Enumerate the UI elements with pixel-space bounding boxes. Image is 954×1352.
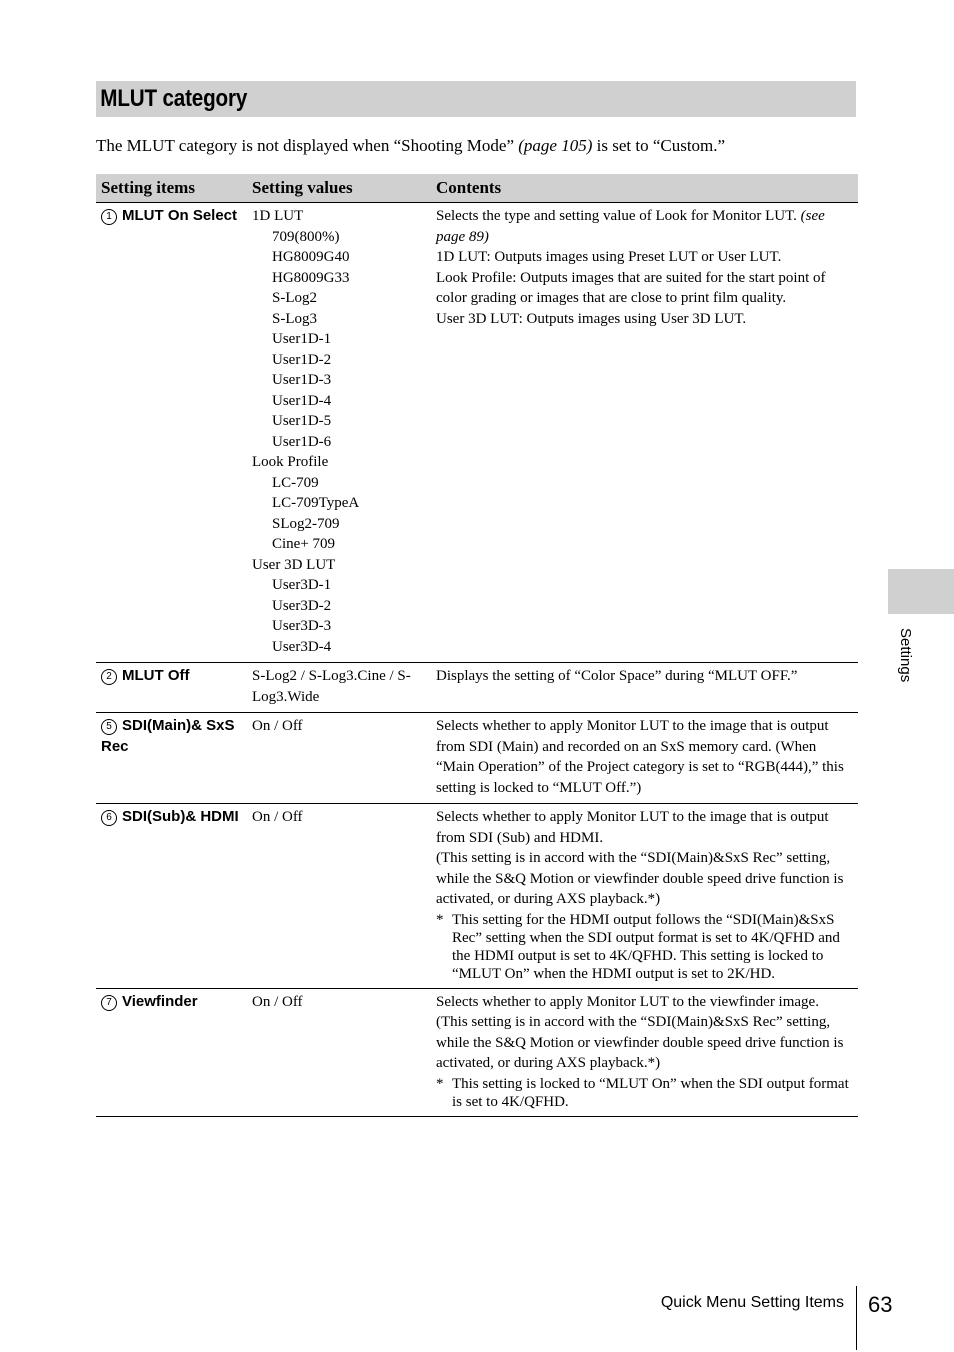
contents-cell: [431, 713, 858, 804]
value-option: User1D-5: [272, 413, 332, 429]
setting-values-cell: [247, 663, 431, 713]
contents-line: [436, 268, 853, 309]
value-group-label: On / Off: [252, 993, 303, 1010]
contents-cell: [431, 203, 858, 663]
table-body: [96, 203, 858, 1117]
footnote-text: This setting is locked to “MLUT On” when the SDI output format is set to 4K/QFHD.: [452, 1075, 849, 1110]
page-number: 63: [868, 1292, 893, 1317]
value-option: HG8009G40: [272, 249, 350, 265]
setting-item-cell: [96, 804, 247, 989]
value-option: User1D-4: [272, 392, 332, 409]
contents-text: Displays the setting of “Color Space” during “MLUT OFF.”: [436, 668, 798, 684]
value-option: User1D-2: [272, 351, 332, 368]
intro-paragraph: [96, 135, 856, 157]
contents-line: [436, 206, 853, 247]
header-setting-items: Setting items: [96, 174, 247, 203]
intro-text-before: The MLUT category is not displayed when “Shooting Mode”: [96, 136, 519, 155]
footer-section-label: Quick Menu Setting Items: [660, 1294, 844, 1311]
item-number-badge: 7: [101, 995, 117, 1011]
contents-line: [436, 1012, 853, 1074]
contents-text: 1D LUT: Outputs images using Preset LUT or User LUT.: [436, 249, 782, 265]
value-group-label: On / Off: [252, 718, 303, 734]
value-option: User3D-4: [272, 638, 332, 655]
value-option: LC-709TypeA: [272, 495, 360, 511]
item-number-badge: 5: [101, 719, 117, 735]
table-row: [96, 203, 858, 663]
setting-item-cell: [96, 988, 247, 1116]
value-option: HG8009G33: [272, 269, 350, 286]
settings-table: [96, 174, 858, 1117]
value-option: Cine+ 709: [272, 536, 336, 552]
setting-item-name: MLUT Off: [122, 667, 190, 684]
contents-text: Selects whether to apply Monitor LUT to the viewfinder image.: [436, 993, 819, 1010]
contents-line: [436, 309, 853, 330]
setting-values-cell: [247, 203, 431, 663]
contents-page-ref[interactable]: (see page 89): [436, 208, 825, 245]
header-contents: Contents: [431, 174, 858, 203]
intro-text-after: is set to “Custom.”: [592, 136, 726, 155]
table-header-row: [96, 174, 858, 203]
contents-line: [436, 848, 853, 910]
footnote: [436, 1075, 853, 1111]
footnote: [436, 911, 853, 983]
value-option: 709(800%): [272, 228, 340, 245]
setting-item-name: SDI(Sub)& HDMI: [122, 808, 239, 825]
contents-text: Selects the type and setting value of Look for Monitor LUT.: [436, 208, 801, 224]
contents-text: Selects whether to apply Monitor LUT to the image that is output from SDI (Sub) and HDMI.: [436, 809, 829, 846]
value-option: User3D-3: [272, 618, 332, 634]
footer-divider: [856, 1286, 857, 1350]
setting-item-name: MLUT On Select: [122, 207, 238, 224]
table-row: [96, 663, 858, 713]
section-title-bar: [96, 81, 856, 117]
value-option: LC-709: [272, 474, 319, 491]
setting-item-cell: [96, 713, 247, 804]
table-row: [96, 988, 858, 1116]
item-number-badge: 1: [101, 209, 117, 225]
setting-values-cell: [247, 988, 431, 1116]
setting-item-cell: [96, 203, 247, 663]
value-option: User3D-1: [272, 577, 332, 593]
item-number-badge: 2: [101, 669, 117, 685]
contents-cell: [431, 663, 858, 713]
value-option: User1D-1: [272, 331, 332, 347]
contents-text: (This setting is in accord with the “SDI(Main)&SxS Rec” setting, while the S&Q Motion or viewfinder double speed drive function is activated, or during AXS playback.*): [436, 1014, 844, 1071]
contents-cell: [431, 804, 858, 989]
setting-values-cell: [247, 713, 431, 804]
footnote-text: This setting for the HDMI output follows the “SDI(Main)&SxS Rec” setting when the SDI output format is set to 4K/QFHD and the HDMI output is set to 4K/QFHD. This setting is locked to “MLUT On” when the HDMI output is set to 2K/HD.: [452, 911, 840, 982]
contents-text: Look Profile: Outputs images that are suited for the start point of color grading or images that are close to print film quality.: [436, 269, 826, 306]
value-option: S-Log3: [272, 310, 317, 327]
contents-line: [436, 716, 853, 798]
value-group-label: Look Profile: [252, 454, 329, 470]
contents-cell: [431, 988, 858, 1116]
value-option: SLog2-709: [272, 515, 340, 532]
footnote-mark: *: [436, 911, 444, 928]
contents-text: Selects whether to apply Monitor LUT to the image that is output from SDI (Main) and recorded on an SxS memory card. (When “Main Operation” of the Project category is set to “RGB(444),” this setting is locked to “MLUT Off.”): [436, 718, 844, 796]
value-group-label: On / Off: [252, 809, 303, 825]
item-number-badge: 6: [101, 810, 117, 826]
contents-text: (This setting is in accord with the “SDI(Main)&SxS Rec” setting, while the S&Q Motion or viewfinder double speed drive function is activated, or during AXS playback.*): [436, 850, 844, 907]
table-row: [96, 713, 858, 804]
contents-text: User 3D LUT: Outputs images using User 3D LUT.: [436, 310, 747, 327]
setting-item-cell: [96, 663, 247, 713]
value-option: User1D-3: [272, 372, 332, 388]
header-setting-values: Setting values: [247, 174, 431, 203]
setting-item-name: Viewfinder: [122, 992, 198, 1010]
value-option: User1D-6: [272, 433, 332, 450]
value-group-label: 1D LUT: [252, 208, 304, 224]
contents-line: [436, 247, 853, 268]
contents-line: [436, 807, 853, 848]
value-option: User3D-2: [272, 597, 332, 614]
setting-values-cell: [247, 804, 431, 989]
footnote-mark: *: [436, 1075, 444, 1092]
value-option: S-Log2: [272, 290, 317, 306]
chapter-tab: [888, 569, 954, 614]
chapter-label: Settings: [897, 628, 914, 683]
section-title: MLUT category: [100, 85, 248, 112]
intro-page-ref[interactable]: (page 105): [518, 136, 593, 155]
value-group-label: User 3D LUT: [252, 556, 336, 573]
contents-line: [436, 666, 853, 687]
table-row: [96, 804, 858, 989]
contents-line: [436, 992, 853, 1013]
value-group-label: S-Log2 / S-Log3.Cine / S-Log3.Wide: [252, 668, 411, 705]
setting-item-name: SDI(Main)& SxS Rec: [101, 717, 235, 755]
